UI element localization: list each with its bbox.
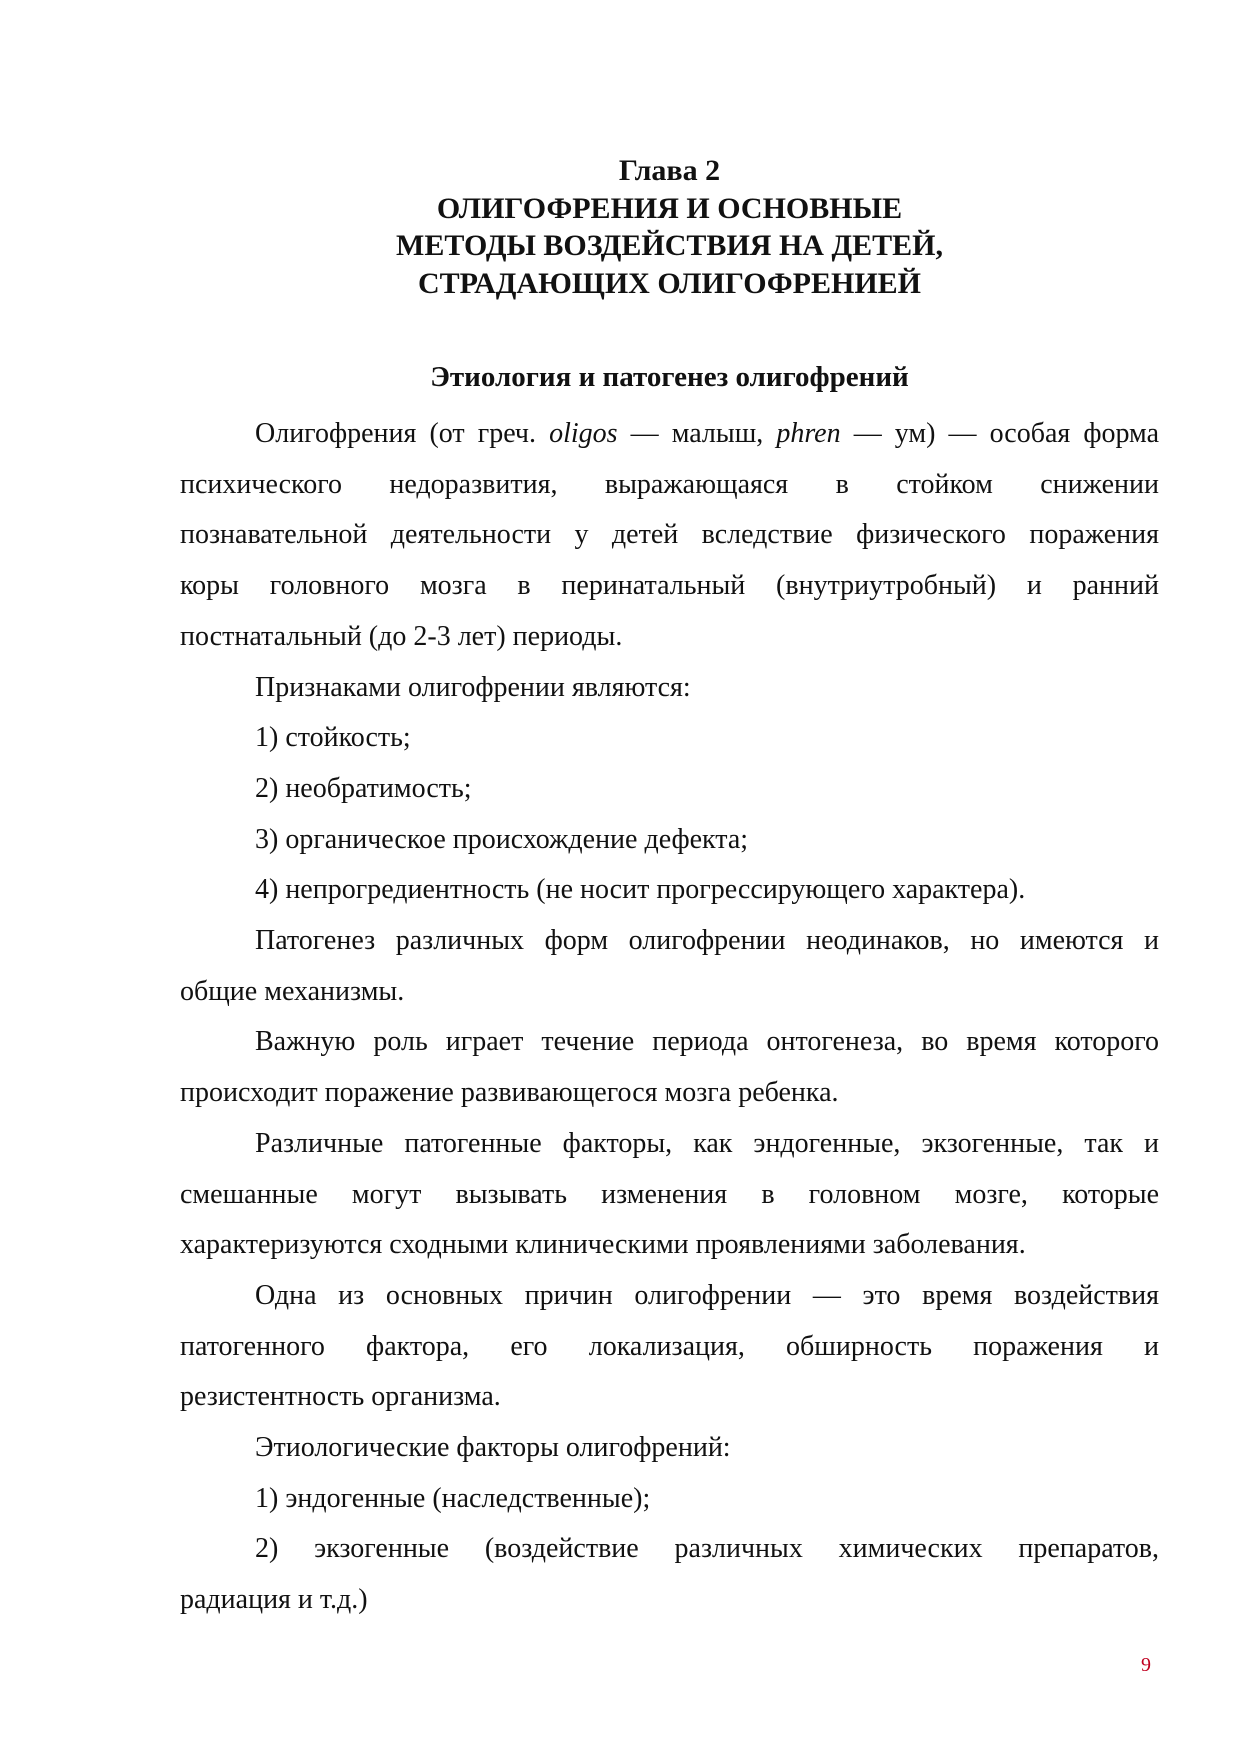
italic-term: phren (776, 418, 841, 449)
text-line: Патогенез различных форм олигофрении неодинаков, но имеются и (255, 925, 1159, 957)
paragraph (180, 1119, 1159, 1271)
italic-term: oligos (549, 418, 618, 449)
chapter-heading (180, 152, 1159, 302)
text-line: 2) необратимость; (255, 772, 472, 804)
text-line: Этиологические факторы олигофрений: (255, 1432, 731, 1464)
chapter-title-line: СТРАДАЮЩИХ ОЛИГОФРЕНИЕЙ (417, 266, 922, 300)
paragraph (180, 1474, 1159, 1525)
text-line: происходит поражение развивающегося мозга ребенка. (180, 1077, 839, 1109)
text-line: смешанные могут вызывать изменения в головном мозге, которые (180, 1178, 1159, 1210)
paragraph (180, 815, 1159, 866)
paragraph (180, 865, 1159, 916)
text-line: коры головного мозга в перинатальный (внутриутробный) и ранний (180, 570, 1159, 602)
text-line: Одна из основных причин олигофрении — это время воздействия (255, 1279, 1159, 1311)
text-segment: — ум) — особая форма (840, 418, 1160, 449)
text-line: постнатальный (до 2-3 лет) периоды. (180, 620, 623, 652)
text-line: 3) органическое происхождение дефекта; (255, 823, 749, 855)
text-line: 4) непрогредиентность (не носит прогрессирующего характера). (255, 874, 1026, 906)
chapter-label: Глава 2 (618, 154, 721, 187)
paragraph (180, 1017, 1159, 1118)
text-line: 2) экзогенные (воздействие различных химических препаратов, (255, 1533, 1159, 1565)
text-line: характеризуются сходными клиническими проявлениями заболевания. (180, 1229, 1026, 1261)
paragraph (180, 663, 1159, 714)
text-line: патогенного фактора, его локализация, обширность поражения и (180, 1330, 1159, 1362)
text-line (180, 409, 1159, 460)
paragraph (180, 1524, 1159, 1625)
text-line: радиация и т.д.) (180, 1584, 368, 1616)
text-line: 1) стойкость; (255, 722, 411, 754)
paragraph (180, 1423, 1159, 1474)
chapter-title-line: ОЛИГОФРЕНИЯ И ОСНОВНЫЕ (436, 191, 903, 225)
text-line: 1) эндогенные (наследственные); (255, 1482, 651, 1514)
text-segment: Олигофрения (от греч. (255, 418, 550, 449)
text-line: познавательной деятельности у детей вследствие физического поражения (180, 519, 1159, 551)
section-title: Этиология и патогенез олигофрений (430, 361, 909, 393)
paragraph (180, 409, 1159, 663)
text-line: резистентность организма. (180, 1381, 501, 1413)
paragraph (180, 713, 1159, 764)
paragraph (180, 1271, 1159, 1423)
paragraph (180, 764, 1159, 815)
text-segment: — малыш, (617, 418, 777, 449)
chapter-title-line: МЕТОДЫ ВОЗДЕЙСТВИЯ НА ДЕТЕЙ, (396, 229, 943, 262)
body-text (180, 409, 1159, 1626)
text-line: Различные патогенные факторы, как эндогенные, экзогенные, так и (255, 1127, 1159, 1159)
text-line: психического недоразвития, выражающаяся в стойком снижении (180, 468, 1159, 500)
text-line: Важную роль играет течение периода онтогенеза, во время которого (255, 1026, 1159, 1058)
page-number: 9 (1141, 1654, 1151, 1676)
text-line: общие механизмы. (180, 975, 405, 1007)
text-line: Признаками олигофрении являются: (255, 671, 691, 703)
paragraph (180, 916, 1159, 1017)
